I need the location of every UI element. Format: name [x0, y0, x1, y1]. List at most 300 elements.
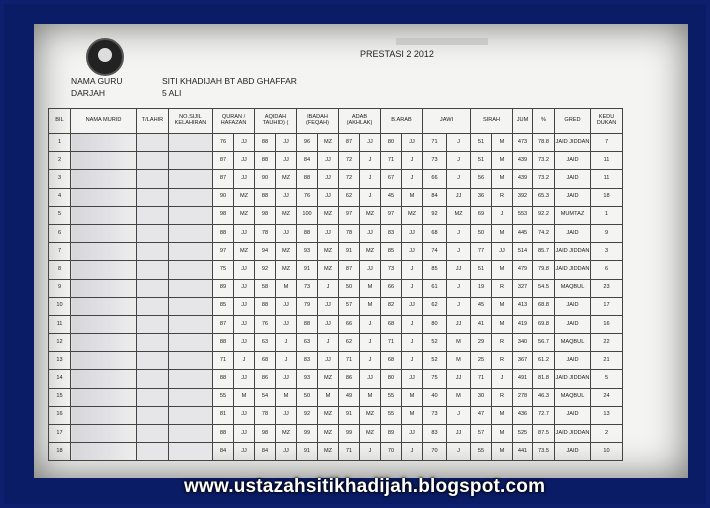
- table-header-row: [49, 109, 623, 134]
- table-cell: 367: [513, 352, 533, 370]
- col-header-ibadah: IBADAH (FEQAH): [297, 109, 339, 134]
- birth-cert-cell: [169, 443, 213, 461]
- birth-cert-cell: [169, 334, 213, 352]
- student-name-cell: [71, 134, 137, 152]
- table-cell: MZ: [234, 206, 255, 224]
- table-cell: 66: [339, 315, 360, 333]
- table-cell: 52: [423, 352, 447, 370]
- table-cell: JAID: [555, 352, 591, 370]
- table-cell: JAID: [555, 297, 591, 315]
- table-cell: JJ: [234, 443, 255, 461]
- student-name-cell: [71, 315, 137, 333]
- class-name: 5 ALI: [162, 88, 182, 98]
- table-cell: 2: [591, 425, 623, 443]
- student-name-cell: [71, 370, 137, 388]
- table-cell: JJ: [276, 406, 297, 424]
- table-cell: M: [492, 261, 513, 279]
- table-cell: 72.7: [533, 406, 555, 424]
- table-cell: 96: [297, 134, 318, 152]
- birth-cert-cell: [169, 279, 213, 297]
- table-cell: MUMTAZ: [555, 206, 591, 224]
- row-number-cell: 1: [49, 134, 71, 152]
- table-cell: 71: [471, 370, 492, 388]
- table-cell: 84: [255, 443, 276, 461]
- row-number-cell: 9: [49, 279, 71, 297]
- birth-cert-cell: [169, 188, 213, 206]
- table-cell: JJ: [276, 370, 297, 388]
- table-cell: 392: [513, 188, 533, 206]
- table-cell: JAID: [555, 188, 591, 206]
- table-cell: MAQBUL: [555, 388, 591, 406]
- table-cell: 78.8: [533, 134, 555, 152]
- birthdate-cell: [137, 243, 169, 261]
- row-number-cell: 10: [49, 297, 71, 315]
- table-cell: J: [402, 443, 423, 461]
- table-cell: 72: [339, 152, 360, 170]
- table-cell: M: [492, 406, 513, 424]
- birth-cert-cell: [169, 406, 213, 424]
- table-cell: 11: [591, 152, 623, 170]
- table-cell: 80: [381, 370, 402, 388]
- table-cell: 73: [423, 152, 447, 170]
- table-row: [49, 170, 623, 188]
- table-cell: R: [492, 352, 513, 370]
- table-cell: 83: [381, 224, 402, 242]
- table-cell: JAID JIDDAN: [555, 370, 591, 388]
- table-cell: 97: [339, 206, 360, 224]
- table-cell: JAID JIDDAN: [555, 134, 591, 152]
- col-header-gred: GRED: [555, 109, 591, 134]
- table-cell: MAQBUL: [555, 334, 591, 352]
- birthdate-cell: [137, 188, 169, 206]
- table-cell: 73: [297, 279, 318, 297]
- school-logo-icon: [86, 38, 124, 76]
- table-cell: 56.7: [533, 334, 555, 352]
- table-cell: JJ: [360, 224, 381, 242]
- birth-cert-cell: [169, 388, 213, 406]
- row-number-cell: 12: [49, 334, 71, 352]
- table-cell: J: [447, 279, 471, 297]
- table-cell: 68: [381, 315, 402, 333]
- table-cell: MZ: [234, 188, 255, 206]
- birth-cert-cell: [169, 315, 213, 333]
- col-header-sirah: SIRAH: [471, 109, 513, 134]
- table-cell: 87: [213, 170, 234, 188]
- table-cell: MZ: [360, 406, 381, 424]
- table-cell: 52: [423, 334, 447, 352]
- table-cell: 85: [213, 297, 234, 315]
- table-cell: JJ: [447, 370, 471, 388]
- table-cell: 91: [339, 406, 360, 424]
- table-cell: 84: [297, 152, 318, 170]
- student-name-cell: [71, 425, 137, 443]
- table-cell: JJ: [234, 315, 255, 333]
- table-cell: JJ: [318, 170, 339, 188]
- col-header-aqidah: [255, 109, 297, 134]
- table-cell: 83: [297, 352, 318, 370]
- table-cell: J: [447, 243, 471, 261]
- table-cell: MZ: [318, 406, 339, 424]
- table-cell: MZ: [402, 206, 423, 224]
- table-cell: JJ: [276, 134, 297, 152]
- table-cell: JAID: [555, 170, 591, 188]
- table-cell: J: [360, 188, 381, 206]
- row-number-cell: 18: [49, 443, 71, 461]
- table-cell: 10: [591, 443, 623, 461]
- table-cell: JJ: [234, 261, 255, 279]
- student-name-cell: [71, 206, 137, 224]
- table-cell: JJ: [276, 152, 297, 170]
- table-cell: 71: [339, 443, 360, 461]
- row-number-cell: 14: [49, 370, 71, 388]
- table-cell: JJ: [447, 188, 471, 206]
- table-cell: J: [402, 261, 423, 279]
- table-cell: JJ: [276, 224, 297, 242]
- table-cell: 81.8: [533, 370, 555, 388]
- table-cell: M: [276, 388, 297, 406]
- table-cell: JJ: [276, 297, 297, 315]
- table-cell: 88: [255, 297, 276, 315]
- table-cell: J: [318, 334, 339, 352]
- table-cell: 98: [255, 206, 276, 224]
- table-cell: R: [492, 388, 513, 406]
- birthdate-cell: [137, 206, 169, 224]
- table-cell: 50: [471, 224, 492, 242]
- table-cell: 45: [381, 188, 402, 206]
- student-name-cell: [71, 224, 137, 242]
- table-cell: 76: [213, 134, 234, 152]
- col-header-adab: ADAB (AKHLAK): [339, 109, 381, 134]
- document-title: PRESTASI 2 2012: [360, 49, 434, 59]
- table-cell: 86: [255, 370, 276, 388]
- table-cell: JJ: [234, 297, 255, 315]
- birthdate-cell: [137, 352, 169, 370]
- table-cell: MZ: [276, 170, 297, 188]
- birthdate-cell: [137, 406, 169, 424]
- table-cell: 75: [213, 261, 234, 279]
- blog-watermark: www.ustazahsitikhadijah.blogspot.com: [184, 476, 546, 497]
- student-name-cell: [71, 170, 137, 188]
- table-cell: 99: [297, 425, 318, 443]
- table-cell: 75: [423, 370, 447, 388]
- table-cell: 57: [339, 297, 360, 315]
- student-name-cell: [71, 443, 137, 461]
- table-cell: 100: [297, 206, 318, 224]
- table-cell: JAID: [555, 224, 591, 242]
- table-cell: J: [234, 352, 255, 370]
- table-cell: 63: [255, 334, 276, 352]
- table-cell: J: [402, 352, 423, 370]
- table-cell: 29: [471, 334, 492, 352]
- table-cell: 88: [255, 188, 276, 206]
- table-cell: JJ: [360, 134, 381, 152]
- row-number-cell: 8: [49, 261, 71, 279]
- table-cell: J: [447, 297, 471, 315]
- table-cell: 71: [381, 334, 402, 352]
- table-cell: 73.2: [533, 170, 555, 188]
- table-cell: 97: [213, 243, 234, 261]
- table-cell: 88: [255, 152, 276, 170]
- table-cell: 91: [297, 261, 318, 279]
- table-row: [49, 224, 623, 242]
- table-cell: 97: [381, 206, 402, 224]
- table-cell: 62: [423, 297, 447, 315]
- table-cell: 98: [255, 425, 276, 443]
- table-cell: J: [447, 170, 471, 188]
- table-cell: J: [360, 315, 381, 333]
- table-cell: 436: [513, 406, 533, 424]
- table-cell: 19: [471, 279, 492, 297]
- table-cell: 1: [591, 206, 623, 224]
- table-cell: JJ: [234, 406, 255, 424]
- redacted-header: [396, 38, 488, 45]
- table-cell: JJ: [234, 334, 255, 352]
- table-cell: JAID JIDDAN: [555, 425, 591, 443]
- col-header-nama: NAMA MURID: [71, 109, 137, 134]
- birth-cert-cell: [169, 134, 213, 152]
- table-cell: 62: [339, 188, 360, 206]
- table-cell: JJ: [447, 315, 471, 333]
- table-cell: 13: [591, 406, 623, 424]
- table-cell: JJ: [276, 315, 297, 333]
- table-cell: 70: [423, 443, 447, 461]
- table-cell: 88: [297, 170, 318, 188]
- table-cell: M: [492, 315, 513, 333]
- table-cell: MZ: [360, 206, 381, 224]
- table-cell: 55: [381, 388, 402, 406]
- table-cell: M: [492, 134, 513, 152]
- student-name-cell: [71, 388, 137, 406]
- birthdate-cell: [137, 224, 169, 242]
- table-cell: J: [360, 352, 381, 370]
- table-cell: 87: [339, 134, 360, 152]
- table-cell: 3: [591, 243, 623, 261]
- table-cell: JJ: [447, 261, 471, 279]
- table-cell: JAID: [555, 152, 591, 170]
- table-cell: 98: [213, 206, 234, 224]
- table-cell: M: [492, 425, 513, 443]
- table-cell: 439: [513, 170, 533, 188]
- table-cell: 54: [255, 388, 276, 406]
- table-cell: JJ: [360, 370, 381, 388]
- table-cell: 84: [213, 443, 234, 461]
- table-cell: 78: [255, 224, 276, 242]
- student-name-cell: [71, 352, 137, 370]
- table-cell: J: [402, 334, 423, 352]
- table-cell: 87: [339, 261, 360, 279]
- table-cell: 73.5: [533, 443, 555, 461]
- table-cell: J: [318, 279, 339, 297]
- table-cell: 66: [381, 279, 402, 297]
- table-cell: JJ: [402, 243, 423, 261]
- table-cell: MZ: [234, 243, 255, 261]
- table-cell: M: [492, 152, 513, 170]
- table-cell: 23: [591, 279, 623, 297]
- col-header-jawi: JAWI: [423, 109, 471, 134]
- table-cell: 71: [381, 152, 402, 170]
- table-cell: M: [234, 388, 255, 406]
- table-cell: M: [402, 388, 423, 406]
- table-cell: J: [276, 352, 297, 370]
- row-number-cell: 11: [49, 315, 71, 333]
- table-cell: JJ: [402, 224, 423, 242]
- col-header-jum: JUM: [513, 109, 533, 134]
- row-number-cell: 15: [49, 388, 71, 406]
- table-cell: M: [360, 279, 381, 297]
- table-cell: 327: [513, 279, 533, 297]
- teacher-label: NAMA GURU: [71, 76, 123, 86]
- table-cell: J: [447, 152, 471, 170]
- table-cell: 99: [339, 425, 360, 443]
- table-cell: M: [447, 388, 471, 406]
- table-cell: 85: [423, 261, 447, 279]
- table-cell: 473: [513, 134, 533, 152]
- table-row: [49, 370, 623, 388]
- table-cell: 88: [213, 334, 234, 352]
- birthdate-cell: [137, 152, 169, 170]
- table-cell: M: [447, 352, 471, 370]
- table-cell: JJ: [402, 297, 423, 315]
- photo-frame: [4, 4, 706, 504]
- document-sheet: [34, 24, 688, 478]
- table-row: [49, 261, 623, 279]
- aqidah-paren: (: [286, 120, 289, 126]
- table-cell: 76: [297, 188, 318, 206]
- table-cell: J: [360, 170, 381, 188]
- table-cell: 479: [513, 261, 533, 279]
- table-cell: 88: [255, 134, 276, 152]
- col-header-tlahir: T/LAHIR: [137, 109, 169, 134]
- birth-cert-cell: [169, 224, 213, 242]
- table-cell: J: [402, 315, 423, 333]
- table-cell: JJ: [234, 425, 255, 443]
- table-cell: JJ: [234, 170, 255, 188]
- table-cell: 7: [591, 134, 623, 152]
- table-cell: M: [492, 297, 513, 315]
- birth-cert-cell: [169, 206, 213, 224]
- table-row: [49, 206, 623, 224]
- table-cell: JJ: [276, 188, 297, 206]
- table-cell: 80: [381, 134, 402, 152]
- table-cell: JJ: [234, 370, 255, 388]
- table-cell: JAID: [555, 406, 591, 424]
- table-cell: 87: [213, 315, 234, 333]
- table-cell: 66: [423, 170, 447, 188]
- table-cell: J: [360, 334, 381, 352]
- table-cell: MZ: [276, 206, 297, 224]
- table-cell: 51: [471, 134, 492, 152]
- table-cell: 69.8: [533, 315, 555, 333]
- table-cell: 278: [513, 388, 533, 406]
- table-cell: 18: [591, 188, 623, 206]
- table-cell: 50: [339, 279, 360, 297]
- table-cell: 525: [513, 425, 533, 443]
- table-cell: R: [492, 334, 513, 352]
- table-row: [49, 243, 623, 261]
- table-row: [49, 279, 623, 297]
- table-cell: MZ: [276, 261, 297, 279]
- birth-cert-cell: [169, 261, 213, 279]
- table-cell: 92: [255, 261, 276, 279]
- birthdate-cell: [137, 334, 169, 352]
- table-cell: 79.8: [533, 261, 555, 279]
- birth-cert-cell: [169, 352, 213, 370]
- table-cell: M: [492, 443, 513, 461]
- table-cell: JJ: [318, 152, 339, 170]
- birthdate-cell: [137, 297, 169, 315]
- table-cell: 87.5: [533, 425, 555, 443]
- table-cell: 88: [213, 224, 234, 242]
- table-cell: J: [447, 134, 471, 152]
- table-cell: JJ: [318, 297, 339, 315]
- table-cell: M: [447, 334, 471, 352]
- table-cell: 68: [423, 224, 447, 242]
- table-cell: 51: [471, 261, 492, 279]
- table-cell: JJ: [402, 134, 423, 152]
- table-cell: JAID JIDDAN: [555, 243, 591, 261]
- table-cell: JJ: [234, 279, 255, 297]
- row-number-cell: 3: [49, 170, 71, 188]
- table-cell: JJ: [318, 188, 339, 206]
- table-cell: 72: [339, 170, 360, 188]
- table-row: [49, 152, 623, 170]
- table-cell: 73: [423, 406, 447, 424]
- table-cell: 94: [255, 243, 276, 261]
- table-cell: 21: [591, 352, 623, 370]
- table-cell: MZ: [318, 425, 339, 443]
- table-cell: 24: [591, 388, 623, 406]
- table-cell: 62: [339, 334, 360, 352]
- table-cell: 68: [255, 352, 276, 370]
- student-name-cell: [71, 188, 137, 206]
- table-cell: 55: [381, 406, 402, 424]
- table-cell: 47: [471, 406, 492, 424]
- birth-cert-cell: [169, 297, 213, 315]
- birthdate-cell: [137, 443, 169, 461]
- table-cell: 78: [255, 406, 276, 424]
- table-cell: J: [360, 152, 381, 170]
- table-cell: 91: [339, 243, 360, 261]
- table-cell: 71: [423, 134, 447, 152]
- table-cell: 439: [513, 152, 533, 170]
- table-cell: 46.3: [533, 388, 555, 406]
- table-cell: 61: [423, 279, 447, 297]
- class-label: DARJAH: [71, 88, 106, 98]
- table-row: [49, 406, 623, 424]
- table-cell: 6: [591, 261, 623, 279]
- table-cell: J: [447, 224, 471, 242]
- table-cell: 16: [591, 315, 623, 333]
- table-row: [49, 315, 623, 333]
- birthdate-cell: [137, 315, 169, 333]
- table-cell: 90: [255, 170, 276, 188]
- table-cell: JJ: [234, 224, 255, 242]
- table-cell: 88: [213, 425, 234, 443]
- table-cell: 61.2: [533, 352, 555, 370]
- table-cell: 54.5: [533, 279, 555, 297]
- table-cell: 40: [423, 388, 447, 406]
- birthdate-cell: [137, 261, 169, 279]
- table-cell: 92: [297, 406, 318, 424]
- table-cell: 51: [471, 152, 492, 170]
- table-cell: MZ: [318, 370, 339, 388]
- table-row: [49, 134, 623, 152]
- row-number-cell: 7: [49, 243, 71, 261]
- table-cell: JJ: [447, 425, 471, 443]
- table-cell: 17: [591, 297, 623, 315]
- table-cell: R: [492, 279, 513, 297]
- student-name-cell: [71, 152, 137, 170]
